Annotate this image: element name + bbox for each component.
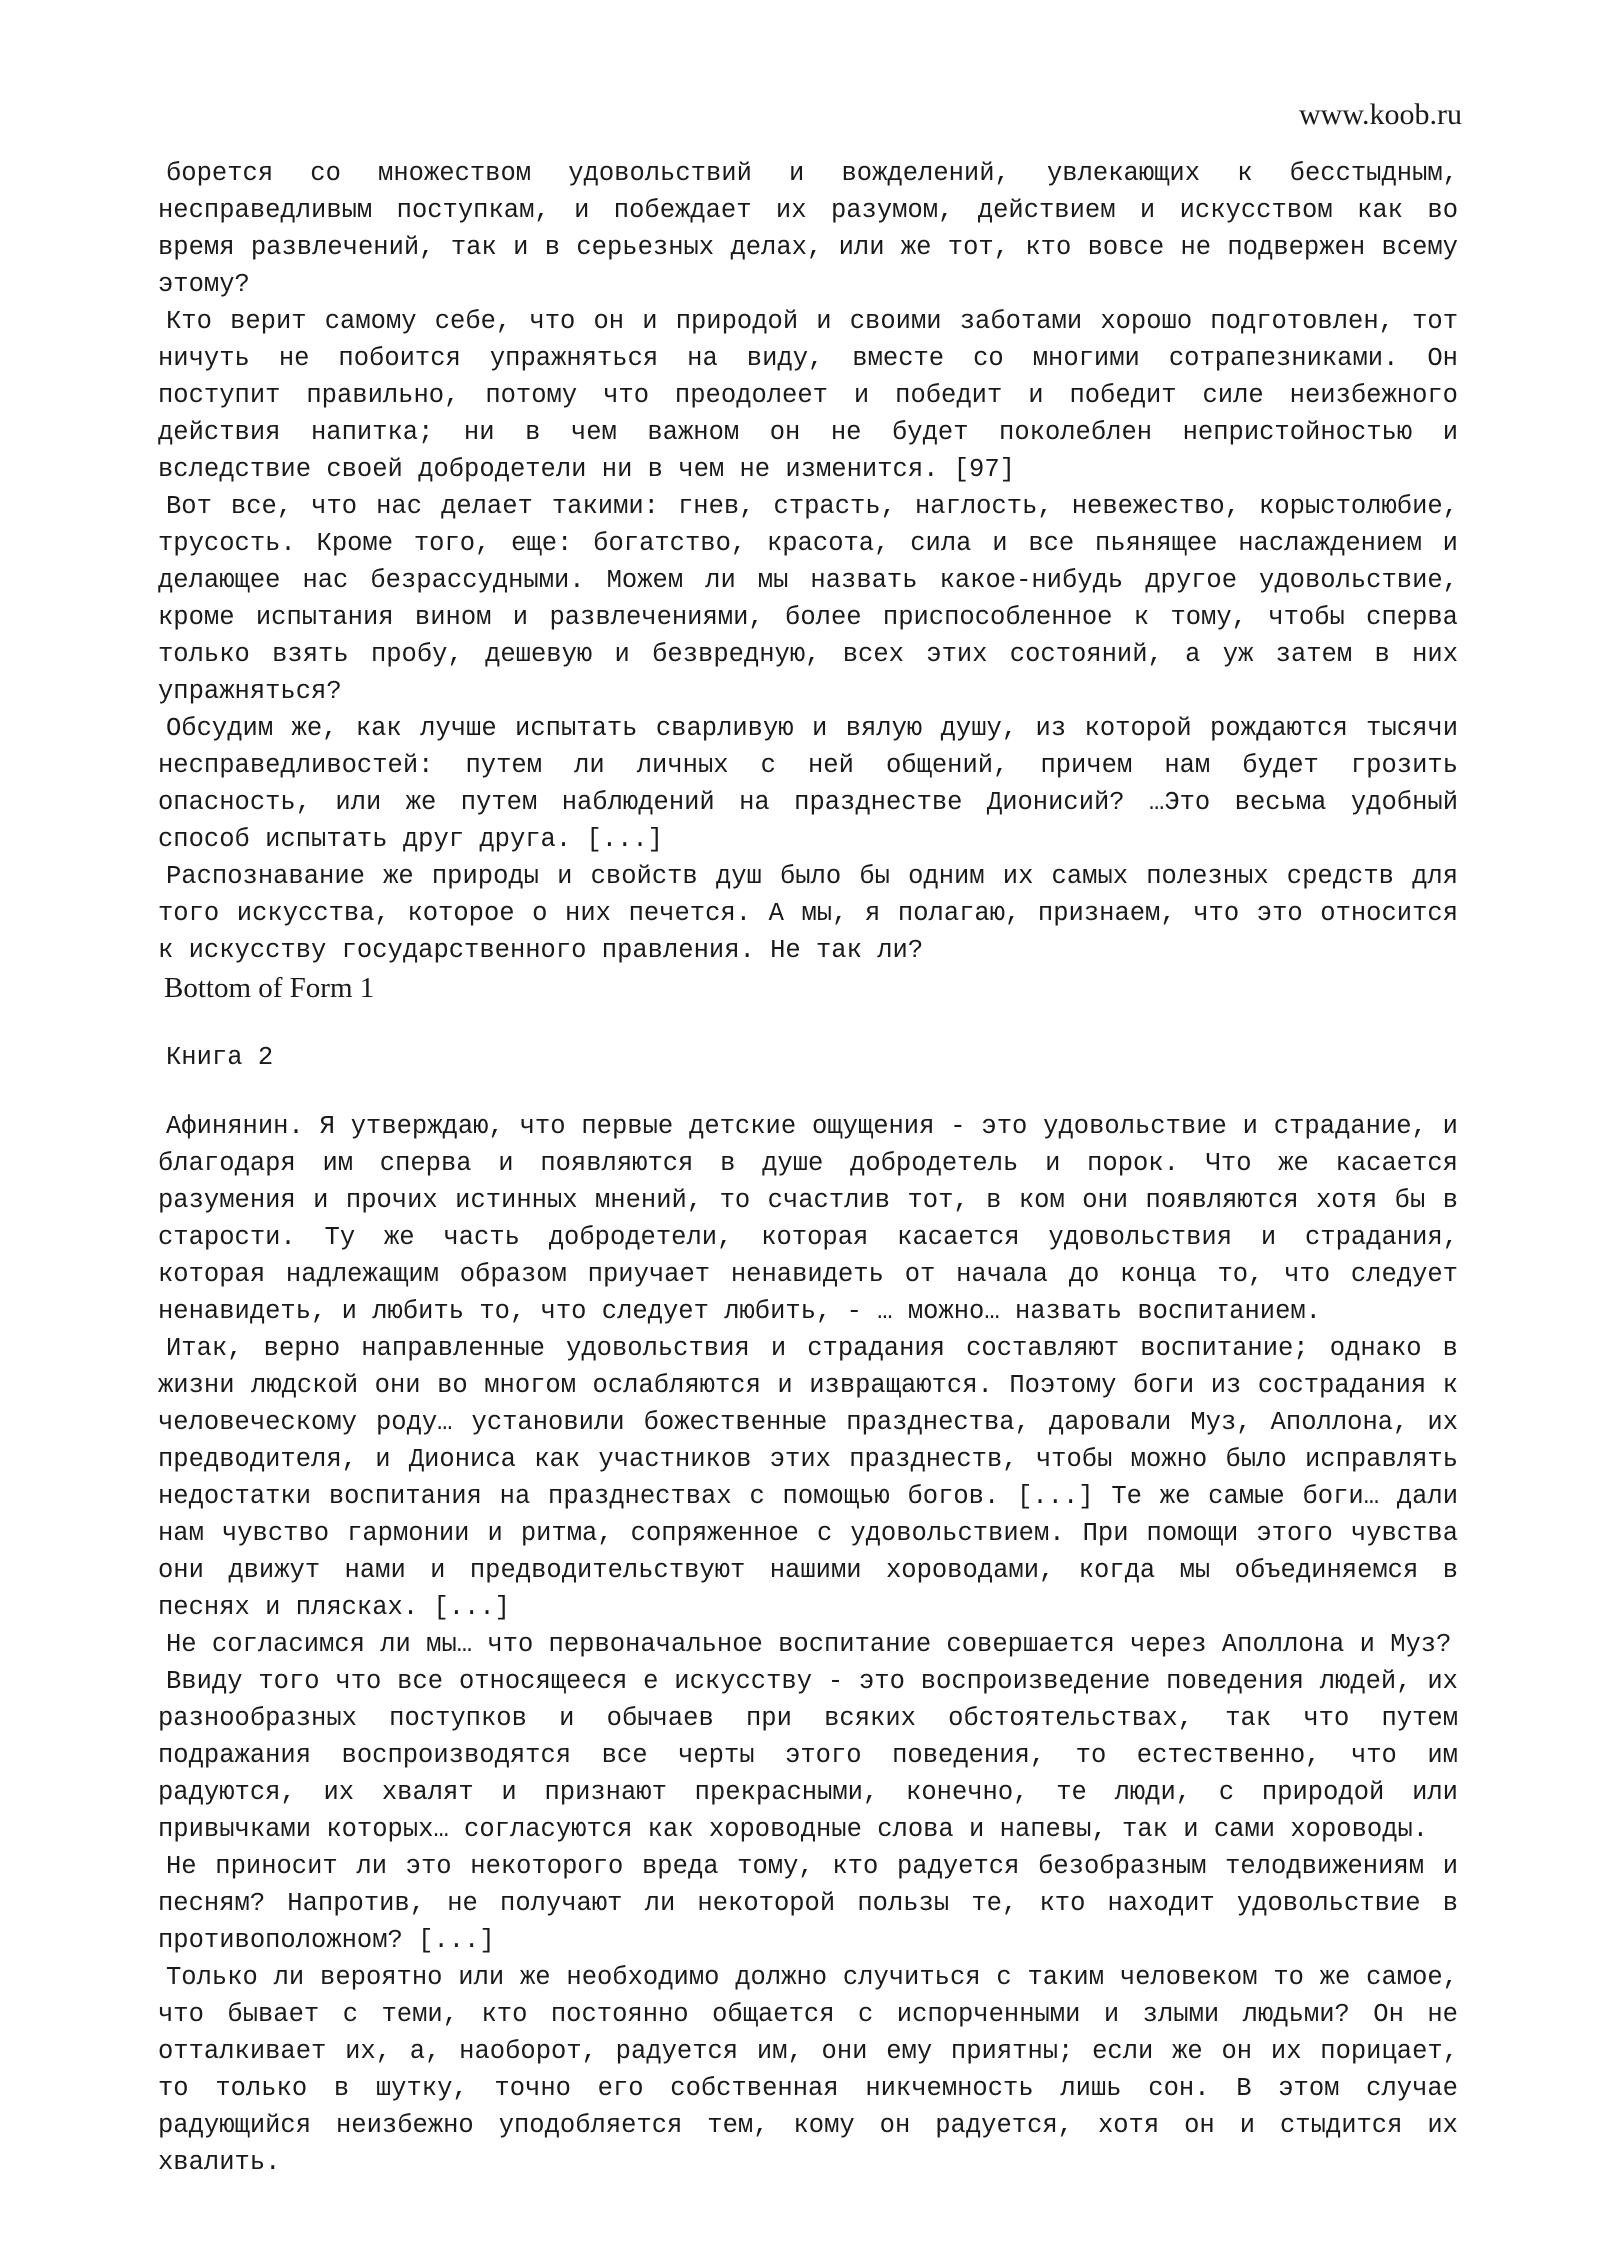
paragraph: Не приносит ли это некоторого вреда тому, кто радуется безобразным телодвижениям и песням? Напротив, не получают ли некоторой пользы те, кто находит удовольствие в противоположном? [...] — [158, 1852, 1458, 1955]
paragraph: Вот все, что нас делает такими: гнев, страсть, наглость, невежество, корыстолюбие, трусость. Кроме того, еще: богатство, красота, сила и все пьянящее наслаждением и делающее нас безрассудными. Можем ли мы назвать какое-нибудь другое удовольствие, кроме испытания вином и развлечениями, более приспособленное к тому, чтобы сперва только взять пробу, дешевую и безвредную, всех этих состояний, а уж затем в них упражняться? — [158, 492, 1458, 706]
paragraph: Распознавание же природы и свойств душ было бы одним их самых полезных средств для того искусства, которое о них печется. А мы, я полагаю, признаем, что это относится к искусству государственного правления. Не так ли? — [158, 862, 1458, 965]
paragraph: борется со множеством удовольствий и вожделений, увлекающих к бесстыдным, несправедливым поступкам, и побеждает их разумом, действием и искусством как во время развлечений, так и в серьезных делах, или же тот, кто вовсе не подвержен всему этому? — [158, 159, 1458, 299]
paragraph: Обсудим же, как лучше испытать сварливую и вялую душу, из которой рождаются тысячи несправедливостей: путем ли личных с ней общений, причем нам будет грозить опасность, или же путем наблюдений на празднестве Дионисий? …Это весьма удобный способ испытать друг друга. [...] — [158, 714, 1458, 854]
paragraph: Итак, верно направленные удовольствия и страдания составляют воспитание; однако в жизни людской они во многом ослабляются и извращаются. Поэтому боги из сострадания к человеческому роду… установили божественные празднества, даровали Муз, Аполлона, их предводителя, и Диониса как участников этих празднеств, чтобы можно было исправлять недостатки воспитания на празднествах с помощью богов. [...] Те же самые боги… дали нам чувство гармонии и ритма, сопряженное с удовольствием. При помощи этого чувства они движут нами и предводительствуют нашими хороводами, когда мы объединяемся в песнях и плясках. [...] — [158, 1334, 1458, 1622]
paragraph: Не согласимся ли мы… что первоначальное воспитание совершается через Аполлона и Муз? — [166, 1630, 1452, 1659]
paragraph: Кто верит самому себе, что он и природой и своими заботами хорошо подготовлен, тот ничуть не побоится упражняться на виду, вместе со многими сотрапезниками. Он поступит правильно, потому что преодолеет и победит и победит силе неизбежного действия напитка; ни в чем важном он не будет поколеблен непристойностью и вследствие своей добродетели ни в чем не изменится. [97] — [158, 307, 1458, 484]
site-url: www.koob.ru — [1298, 98, 1462, 131]
chapter-title: Книга 2 — [166, 1043, 274, 1072]
document-body — [158, 155, 1458, 2181]
form-marker: Bottom of Form 1 — [164, 972, 375, 1004]
paragraph: Афинянин. Я утверждаю, что первые детские ощущения - это удовольствие и страдание, и благодаря им сперва и появляются в душе добродетель и порок. Что же касается разумения и прочих истинных мнений, то счастлив тот, в ком они появляются хотя бы в старости. Ту же часть добродетели, которая касается удовольствия и страдания, которая надлежащим образом приучает ненавидеть от начала до конца то, что следует ненавидеть, и любить то, что следует любить, - … можно… назвать воспитанием. — [158, 1112, 1458, 1326]
paragraph: Ввиду того что все относящееся е искусству - это воспроизведение поведения людей, их разнообразных поступков и обычаев при всяких обстоятельствах, так что путем подражания воспроизводятся все черты этого поведения, то естественно, что им радуются, их хвалят и признают прекрасными, конечно, те люди, с природой или привычками которых… согласуются как хороводные слова и напевы, так и сами хороводы. — [158, 1667, 1458, 1844]
paragraph: Только ли вероятно или же необходимо должно случиться с таким человеком то же самое, что бывает с теми, кто постоянно общается с испорченными и злыми людьми? Он не отталкивает их, а, наоборот, радуется им, они ему приятны; если же он их порицает, то только в шутку, точно его собственная никчемность лишь сон. В этом случае радующийся неизбежно уподобляется тем, кому он радуется, хотя он и стыдится их хвалить. — [158, 1963, 1458, 2177]
